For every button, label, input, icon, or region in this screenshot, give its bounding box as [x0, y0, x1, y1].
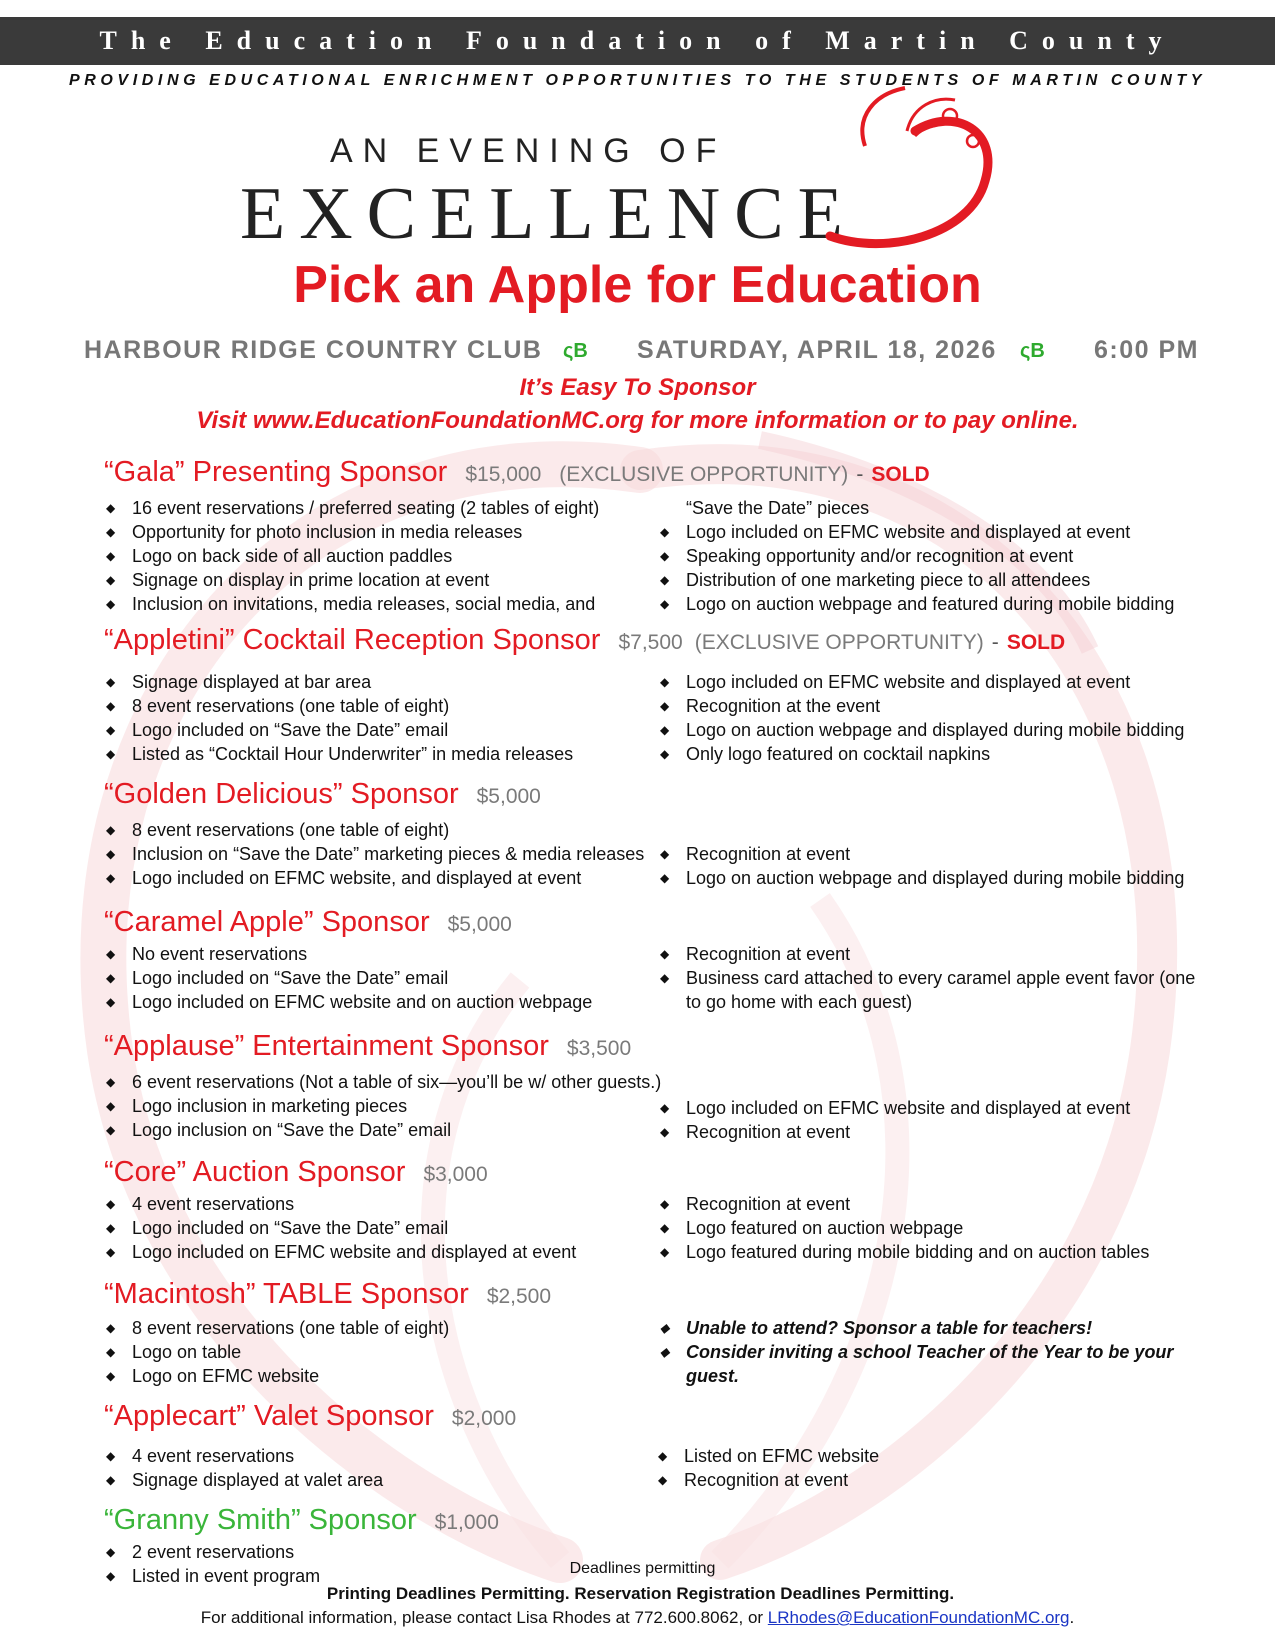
benefit-item: ◆ 6 event reservations (Not a table of six—you’ll be w/ other guests.) [106, 1072, 662, 1092]
benefit-item: ◆ 16 event reservations / preferred seating (2 tables of eight) [106, 498, 600, 518]
benefit-item: ◆ Only logo featured on cocktail napkins [660, 744, 991, 764]
logo-line1: AN EVENING OF [330, 132, 727, 170]
benefit-item: ◆ Distribution of one marketing piece to all attendees [660, 570, 1091, 590]
benefit-item: ◆ Recognition at event [660, 1194, 851, 1214]
benefit-item: ◆ Signage displayed at bar area [106, 672, 372, 692]
benefit-item: ◆ Logo inclusion on “Save the Date” email [106, 1120, 452, 1140]
benefit-item: ◆ Business card attached to every caramel apple event favor (one to go home with each guest) [660, 968, 1196, 1012]
benefit-item: ◆ Logo included on “Save the Date” email [106, 720, 449, 740]
benefit-item: ◆ Speaking opportunity and/or recognition at event [660, 546, 1074, 566]
event-venue: HARBOUR RIDGE COUNTRY CLUB [84, 336, 543, 364]
benefit-item: ◆ Inclusion on invitations, media releases, social media, and [106, 594, 596, 614]
benefit-item: ◆ 8 event reservations (one table of eight) [106, 820, 450, 840]
benefit-item: ◆ Listed in event program [106, 1566, 321, 1586]
benefit-item: ◆ Unable to attend? Sponsor a table for teachers! [660, 1318, 1093, 1338]
benefit-item: ◆ Logo on auction webpage and displayed during mobile bidding [660, 720, 1185, 740]
sponsor-title: “Gala” Presenting Sponsor $15,000 (EXCLUSIVE OPPORTUNITY) - SOLD [104, 456, 930, 488]
benefit-item: ◆ Listed as “Cocktail Hour Underwriter” in media releases [106, 744, 574, 764]
benefit-item: ◆ Logo included on EFMC website and displayed at event [660, 672, 1131, 692]
visit-website-line: Visit www.EducationFoundationMC.org for more information or to pay online. [196, 407, 1079, 434]
leaf-separator-icon: ςΒ [1020, 340, 1045, 362]
deadlines-note: Deadlines permitting [569, 1560, 716, 1577]
sponsor-title: “Granny Smith” Sponsor $1,000 [104, 1504, 499, 1536]
easy-to-sponsor: It’s Easy To Sponsor [519, 374, 756, 401]
contact-email-link[interactable]: LRhodes@EducationFoundationMC.org [767, 1608, 1070, 1627]
sponsor-title: “Golden Delicious” Sponsor $5,000 [104, 778, 541, 810]
benefit-item: ◆ 8 event reservations (one table of eight) [106, 696, 450, 716]
benefit-item: ◆ 4 event reservations [106, 1446, 295, 1466]
benefit-item: ◆ Logo featured during mobile bidding and on auction tables [660, 1242, 1150, 1262]
sponsor-title: “Appletini” Cocktail Reception Sponsor $7,500 (EXCLUSIVE OPPORTUNITY) - SOLD [104, 624, 1066, 656]
sponsor-title: “Applecart” Valet Sponsor $2,000 [104, 1400, 517, 1432]
benefit-item-continued: “Save the Date” pieces [686, 498, 870, 518]
benefit-item: ◆ Inclusion on “Save the Date” marketing pieces & media releases [106, 844, 645, 864]
sponsor-title: “Core” Auction Sponsor $3,000 [104, 1156, 488, 1188]
benefit-item: ◆ No event reservations [106, 944, 308, 964]
contact-line: For additional information, please contact Lisa Rhodes at 772.600.8062, or LRhodes@EducationFoundationMC.org. [200, 1608, 1075, 1627]
benefit-item: ◆ Recognition at the event [660, 696, 881, 716]
benefit-item: ◆ Logo included on EFMC website and displayed at event [106, 1242, 577, 1262]
logo-line2: EXCELLENCE [240, 173, 857, 255]
benefit-item: ◆ Logo included on “Save the Date” email [106, 1218, 449, 1238]
event-logo [240, 92, 1000, 255]
deadlines-line: Printing Deadlines Permitting. Reservation Registration Deadlines Permitting. [326, 1584, 955, 1603]
benefit-item: ◆ Opportunity for photo inclusion in media releases [106, 522, 523, 542]
benefit-item: ◆ Logo on auction webpage and featured during mobile bidding [660, 594, 1175, 614]
benefit-item: ◆ 8 event reservations (one table of eight) [106, 1318, 450, 1338]
headline: Pick an Apple for Education [293, 256, 982, 314]
benefit-item: ◆ Recognition at event [658, 1470, 849, 1490]
benefit-item: ◆ Logo included on EFMC website, and displayed at event [106, 868, 582, 888]
event-date: SATURDAY, APRIL 18, 2026 [637, 336, 997, 364]
benefit-item: ◆ Logo included on EFMC website and displayed at event [660, 522, 1131, 542]
benefit-item: ◆ Consider inviting a school Teacher of the Year to be your guest. [660, 1342, 1174, 1386]
benefit-item: ◆ Logo on table [106, 1342, 242, 1362]
benefit-item: ◆ Recognition at event [660, 1122, 851, 1142]
org-tagline: PROVIDING EDUCATIONAL ENRICHMENT OPPORTUNITIES TO THE STUDENTS OF MARTIN COUNTY [68, 72, 1207, 89]
benefit-item: ◆ Logo inclusion in marketing pieces [106, 1096, 408, 1116]
benefit-item: ◆ Signage displayed at valet area [106, 1470, 384, 1490]
benefit-item: ◆ Logo included on EFMC website and on auction webpage [106, 992, 593, 1012]
event-time: 6:00 PM [1094, 336, 1199, 364]
benefit-item: ◆ Logo featured on auction webpage [660, 1218, 964, 1238]
org-name: The Education Foundation of Martin County [99, 26, 1176, 55]
benefit-item: ◆ 2 event reservations [106, 1542, 295, 1562]
sponsor-title: “Caramel Apple” Sponsor $5,000 [104, 906, 512, 938]
benefit-item: ◆ Logo on EFMC website [106, 1366, 320, 1386]
apple-swoosh-icon [795, 86, 1000, 261]
benefit-item: ◆ 4 event reservations [106, 1194, 295, 1214]
benefit-item: ◆ Logo on back side of all auction paddles [106, 546, 453, 566]
benefit-item: ◆ Listed on EFMC website [658, 1446, 880, 1466]
sponsor-title: “Applause” Entertainment Sponsor $3,500 [104, 1030, 632, 1062]
benefit-item: ◆ Signage on display in prime location at event [106, 570, 490, 590]
benefit-item: ◆ Recognition at event [660, 844, 851, 864]
org-header-bar [0, 17, 1275, 65]
benefit-item: ◆ Logo included on “Save the Date” email [106, 968, 449, 988]
benefit-item: ◆ Recognition at event [660, 944, 851, 964]
leaf-separator-icon: ςΒ [563, 340, 588, 362]
benefit-item: ◆ Logo included on EFMC website and displayed at event [660, 1098, 1131, 1118]
benefit-item: ◆ Logo on auction webpage and displayed during mobile bidding [660, 868, 1185, 888]
sponsor-title: “Macintosh” TABLE Sponsor $2,500 [104, 1278, 552, 1310]
